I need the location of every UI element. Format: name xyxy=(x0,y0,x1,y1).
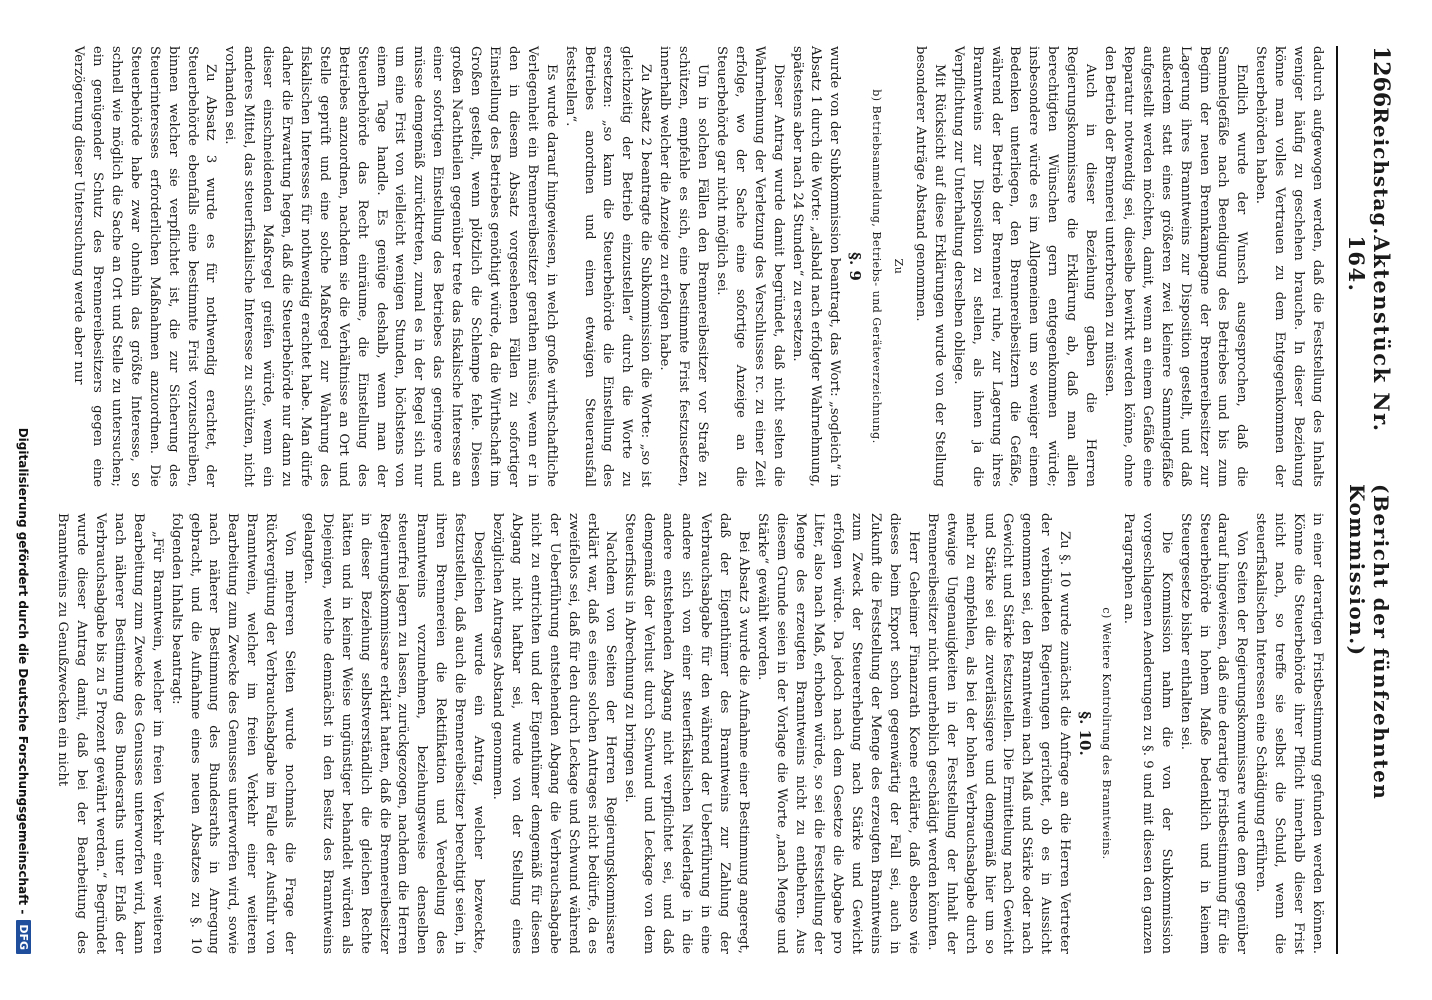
paragraph: Die Kommission nahm die von der Subkommission vorgeschlagenen Aenderungen zu §. 9 und mit diesen den ganzen Paragraphen an. xyxy=(1120,513,1174,954)
page-header xyxy=(1336,46,1394,954)
paragraph: Zu Absatz 3 wurde es für nothwendig erachtet, der Steuerbehörde ebenfalls eine bestimmte Frist vorzuschreiben, binnen welcher sie verpflichtet ist, die zur Sicherung des Steuerinteresses erforderlichen Maßnahmen anzuordnen. Die Steuerbehörde habe zwar ohnehin das größte Interesse, so schnell wie möglich die Sache an Ort und Stelle zu untersuchen; ein genügender Schutz des Brennereibesitzers gegen eine Verzögerung dieser Untersuchung werde aber nur xyxy=(71,46,219,487)
paragraph: Mit Rücksicht auf diese Erklärungen wurde von der Stellung besonderer Anträge Abstand genommen. xyxy=(912,46,947,487)
section-heading-9: §. 9 xyxy=(846,252,865,281)
credit-text: Digitalisierung gefördert durch die Deutsche Forschungsgemeinschaft - xyxy=(16,427,31,915)
paragraph: Um in solchen Fällen den Brennereibesitzer vor Strafe zu schützen, empfehle es sich, eine bestimmte Frist festzusetzen, innerhalb welcher die Anzeige zu erfolgen habe. xyxy=(657,46,710,487)
paragraph: dadurch aufgewogen werden, daß die Feststellung des Inhalts weniger häufig zu geschehen brauche. In dieser Beziehung könne man volles Vertrauen zu dem Entgegenkommen der Steuerbehörden haben. xyxy=(1253,46,1325,487)
paragraph: in einer derartigen Fristbestimmung gefunden werden können. Könne die Steuerbehörde ihrer Pflicht innerhalb dieser Frist nicht nach, so treffe sie selbst die Schuld, wenn die steuerfiskalischen Interessen eine Schädigung erführen. xyxy=(1253,513,1325,954)
digitization-credit xyxy=(16,46,31,954)
subheading-zu: Zu xyxy=(892,258,906,275)
journal-title: Reichstag. xyxy=(1369,107,1393,236)
paragraph: Nachdem von Seiten der Herren Regierungskommissare erklärt war, daß es eines solchen Antrages nicht bedürfe, da es zweifellos sei, daß für den durch Leckage und Schwund während der Ueberführung entstehenden Abgang die Verbrauchsabgabe nicht zu entrichten und der Eigenthümer demgemäß für diesen Abgang nicht haftbar sei, wurde von der Stellung eines bezüglichen Antrages Abstand genommen. xyxy=(490,513,619,954)
left-column xyxy=(71,46,1326,487)
paragraph: „Für Branntwein, welcher im freien Verkehr einer weiteren Bearbeitung zum Zwecke des Genusses unterworfen wird, kann nach näherer Bestimmung des Bundesraths unter Erlaß der Verbrauchsabgabe bis zu 5 Prozent gewährt werden.“ Begründet wurde dieser Antrag damit, daß bei der Bearbeitung des Branntweins zu Genußzwecken ein nicht xyxy=(55,513,165,954)
paragraph: Dieser Antrag wurde damit begründet, daß nicht selten die Wahrnehmung der Verletzung des Verschlusses rc. zu einer Zeit erfolge, wo der Sache eine sofortige Anzeige an die Steuerbehörde gar nicht möglich sei. xyxy=(713,46,786,487)
page-body xyxy=(55,46,1326,954)
page-number: 1266 xyxy=(1368,46,1394,108)
paragraph: Von mehreren Seiten wurde nochmals die Frage der Rückvergütung der Verbrauchsabgabe im Falle der Ausfuhr von Branntwein, welcher im freien Verkehr einer weiteren Bearbeitung zum Zwecke des Genusses unterworfen wird, sowie nach näherer Bestimmung des Bundesraths in Anregung gebracht, und die Aufnahme eines neuen Absatzes zu §. 10 folgenden Inhalts beantragt: xyxy=(168,513,298,954)
paragraph: wurde von der Subkommission beantragt, das Wort: „sogleich“ in Absatz 1 durch die Worte: „alsbald nach erfolgter Wahrnehmung, spätestens aber nach 24 Stunden“ zu ersetzen. xyxy=(789,46,843,487)
paragraph: Desgleichen wurde ein Antrag, welcher bezweckte, festzustellen, daß auch die Brennereibesitzer berechtigt seien, in ihren Brennereien die Rektifikation und Veredelung des Branntweins vorzunehmen, beziehungsweise denselben steuerfrei lagern zu lassen, zurückgezogen, nachdem die Herren Regierungskommissare erklärt hatten, daß die Brennereibesitzer in dieser Beziehung selbstverständlich die gleichen Rechte hätten und in keiner Weise ungünstiger behandelt würden als Diejenigen, welche demnächst in den Besitz des Branntweins gelangten. xyxy=(300,513,487,954)
paragraph: Zu Absatz 2 beantragte die Subkommission die Worte: „so ist gleichzeitig der Betrieb einzustellen“ durch die Worte zu ersetzen: „so kann die Steuerbehörde die Einstellung des Betriebes anordnen und einen etwaigen Steuerausfall feststellen“. xyxy=(562,46,654,487)
right-column xyxy=(55,513,1326,954)
paragraph: Herr Geheimer Finanzrath Koene erklärte, daß ebenso wie dieses beim Export schon gegenwärtig der Fall sei, auch in Zukunft die Feststellung der Menge des erzeugten Branntweins zum Zweck der Steuererhebung nach Stärke und Gewicht erfolgen würde. Da jedoch nach dem Gesetze die Abgabe pro Liter, also nach Maß, erhoben würde, so sei die Feststellung der Menge des erzeugten Branntweins nicht zu entbehren. Aus diesem Grunde seien in der Vorlage die Worte „nach Menge und Stärke“ gewählt worden. xyxy=(754,513,921,954)
paragraph: Endlich wurde der Wunsch ausgesprochen, daß die Sammelgefäße nach Beendigung des Betriebes und bis zum Beginn der neuen Brennkampagne der Brennereibesitzer zur Lagerung ihres Branntweins zur Disposition gestellt, und daß außerdem statt eines größeren zwei kleinere Sammelgefäße aufgestellt werden möchten, damit, wenn an einem Gefäße eine Reparatur notwendig sei, dieselbe bewirkt werden könne, ohne den Betrieb der Brennerei unterbrechen zu müssen. xyxy=(1102,46,1250,487)
paragraph: Auch in dieser Beziehung gaben die Herren Regierungskommissare die Erklärung ab, daß man allen berechtigten Wünschen gern entgegenkommen würde; insbesondere würde es im Allgemeinen um so weniger einem Bedenken unterliegen, den Brennereibesitzern die Gefäße, während der Betrieb der Brennerei ruhe, zur Lagerung ihres Branntweins zur Disposition zu stellen, als ihnen ja die Verpflichtung zur Unterhaltung derselben obliege. xyxy=(950,46,1099,487)
paragraph: Von Seiten der Regierungskommissare wurde dem gegenüber darauf hingewiesen, daß eine derartige Fristbestimmung für die Steuerbehörde in hohem Maße bedenklich und in keinem Steuergesetze bisher enthalten sei. xyxy=(1177,513,1250,954)
paragraph: Zu §. 10 wurde zunächst die Anfrage an die Herren Vertreter der verbündeten Regierungen gerichtet, ob es in Aussicht genommen sei, den Branntwein nach Maß und Stärke oder nach Gewicht und Stärke festzustellen. Die Ermittelung nach Gewicht und Stärke sei die zuverlässigere und demgemäß hier um so mehr zu empfehlen, als bei der hohen Verbrauchsabgabe durch etwaige Ungenauigkeiten in der Feststellung der Inhalt der Brennereibesitzer nicht unerheblich geschädigt werden könnten. xyxy=(924,513,1073,954)
document-number: Aktenstück Nr. 164. xyxy=(1344,235,1394,433)
report-title: (Bericht der fünfzehnten Kommission.) xyxy=(1345,484,1393,801)
paragraph: Bei Absatz 3 wurde die Aufnahme einer Bestimmung angeregt, daß der Eigenthümer des Branntweins zur Zahlung der Verbrauchsabgabe für den während der Ueberführung in eine andere sich von einer steuerfiskalischen Niederlage in die andere entstehenden Abgang nicht verpflichtet sei, und daß demgemäß der Verlust durch Schwund und Leckage von dem Steuerfiskus in Abrechnung zu bringen sei. xyxy=(622,513,751,954)
paragraph: Es wurde darauf hingewiesen, in welch große wirthschaftliche Verlegenheit ein Brennereibesitzer gerathen müsse, wenn er in den in diesem Absatz vorgesehenen Fällen zu sofortiger Einstellung des Betriebes genöthigt würde, da die Wirthschaft im Großen gestellt, wenn plötzlich die Schlempe fehle. Diesen großen Nachtheilen gegenüber trete das fiskalische Interesse an einer sofortigen Einstellung des Betriebes das geringere und müsse demgemäß zurücktreten, zumal es in der Regel sich nur um eine Frist von vielleicht wenigen Stunden, höchstens von einem Tage handle. Es genüge deshalb, wenn man der Steuerbehörde das Recht einräume, die Einstellung des Betriebes anzuordnen, nachdem sie die Verhältnisse an Ort und Stelle geprüft und eine solche Maßregel zur Wahrung des fiskalischen Interesses für nothwendig erachtet habe. Man dürfe daher die Erwartung hegen, daß die Steuerbehörde nur dann zu dieser einschneidenden Maßregel greifen würde, wenn ein anderes Mittel, das steuerfiskalische Interesse zu schützen, nicht vorhanden sei. xyxy=(222,46,559,487)
subheading-c: c) Weitere Kontrolirung des Branntweins. xyxy=(1100,607,1114,860)
subheading-b: b) Betriebsanmeldung, Betriebs- und Geräteverzeichnung. xyxy=(870,89,884,444)
section-heading-10: §. 10. xyxy=(1076,711,1095,756)
dfg-logo: DFG xyxy=(16,920,31,954)
